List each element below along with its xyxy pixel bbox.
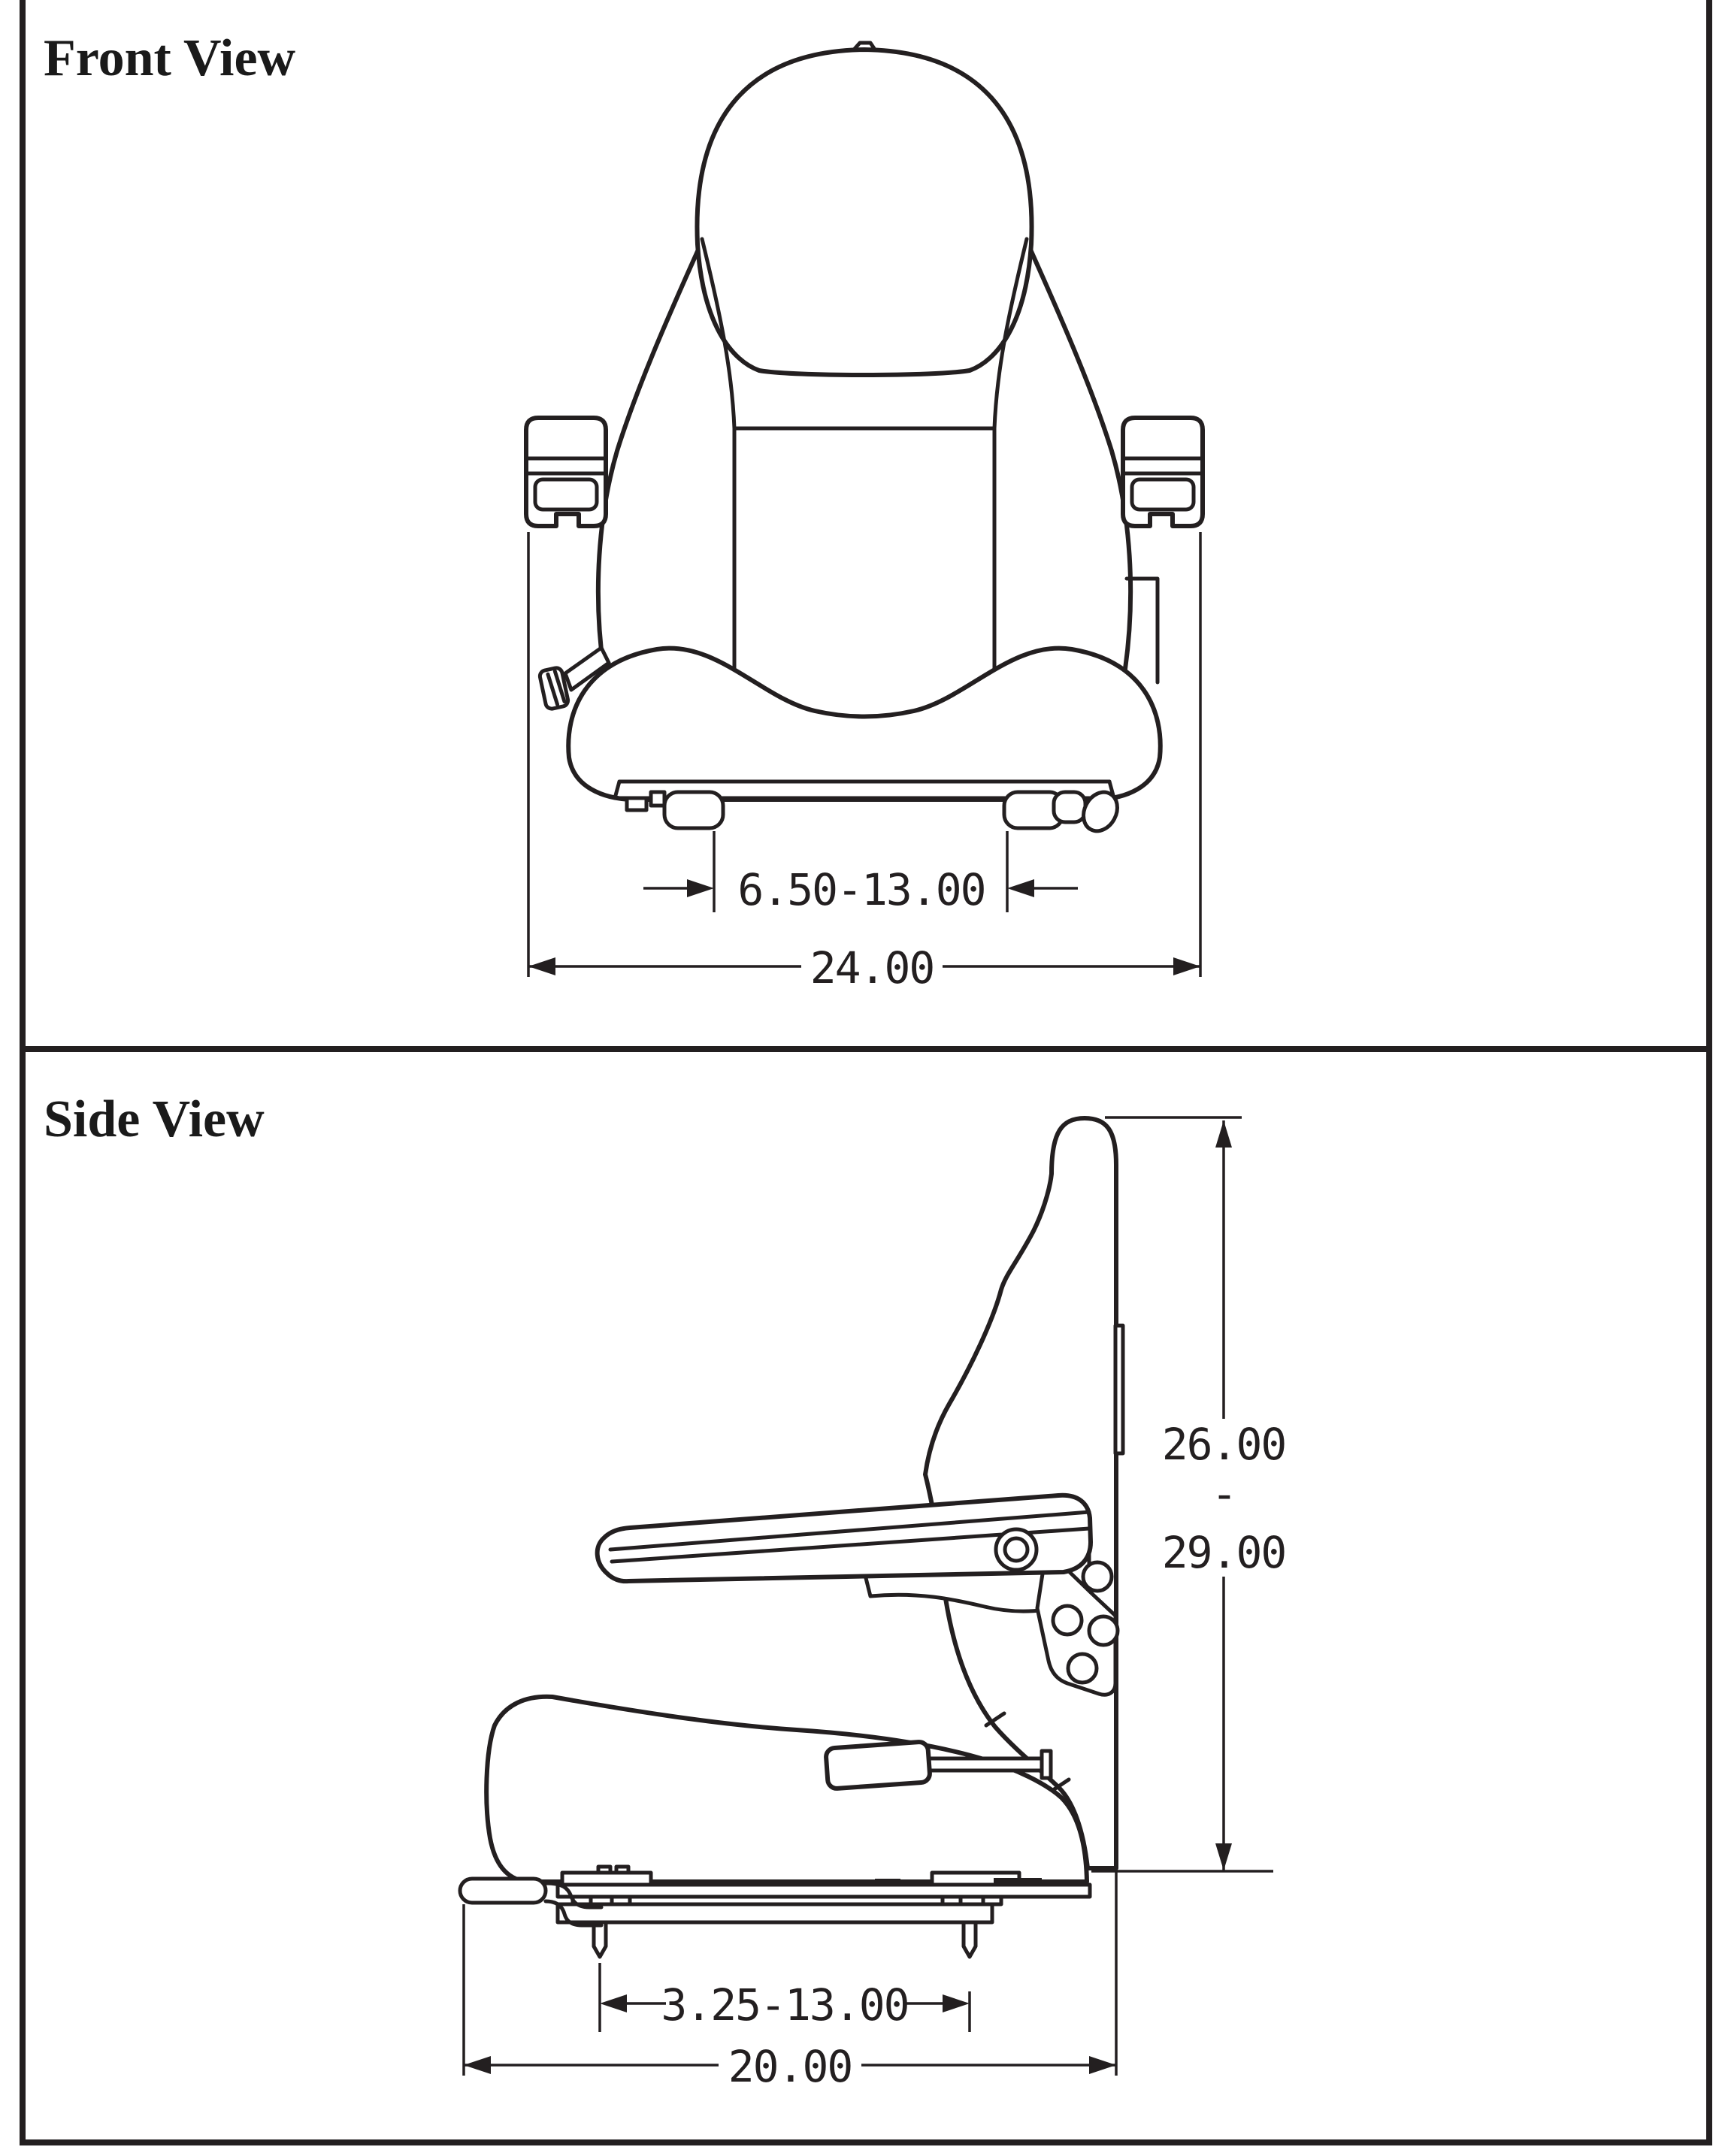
lever-bar xyxy=(925,1758,1045,1770)
armrest-right xyxy=(1123,418,1203,526)
front-slide-travel-label: 6.50-13.00 xyxy=(737,864,985,915)
foot-left xyxy=(664,792,723,828)
rail-dark-tab xyxy=(994,1878,1042,1885)
arrowhead-up-icon xyxy=(1215,1120,1232,1148)
arrowhead-right-icon xyxy=(943,1994,970,2012)
rail-dark-tab xyxy=(875,1879,900,1885)
rail-lower-bar xyxy=(558,1904,992,1922)
side-slide-travel-label: 3.25-13.00 xyxy=(661,1979,909,2031)
side-view-title: Side View xyxy=(44,1090,265,1148)
arrowhead-left-icon xyxy=(600,1994,627,2012)
side-overall-depth-label: 20.00 xyxy=(728,2041,852,2092)
arrowhead-right-icon xyxy=(1089,2056,1116,2074)
headrest xyxy=(697,50,1031,375)
arrowhead-down-icon xyxy=(1215,1843,1232,1870)
mounting-stud xyxy=(594,1922,606,1957)
armrest-left xyxy=(526,418,606,526)
lever-bar-end xyxy=(1042,1751,1051,1778)
side-dim-slide-travel xyxy=(600,1963,970,2032)
back-panel-strip xyxy=(1115,1326,1123,1453)
rail-upper-band xyxy=(558,1885,1090,1897)
front-view-panel xyxy=(44,29,1203,993)
side-height-min-label: 26.00 xyxy=(1161,1419,1286,1470)
bolt-hole xyxy=(1083,1562,1112,1591)
front-release-lever xyxy=(460,1879,546,1903)
arrowhead-left-icon xyxy=(1007,879,1034,897)
armrest-side xyxy=(598,1495,1091,1581)
front-dim-slide-travel xyxy=(643,831,1078,915)
arrowhead-right-icon xyxy=(1173,957,1200,975)
front-view-title: Front View xyxy=(44,29,296,87)
arrowhead-left-icon xyxy=(528,957,555,975)
bolt-hole xyxy=(1068,1654,1097,1683)
front-overall-width-label: 24.00 xyxy=(810,942,934,993)
arrowhead-right-icon xyxy=(687,879,714,897)
foot-right-lobe xyxy=(1054,792,1085,822)
mounting-stud xyxy=(964,1922,976,1957)
side-seat-drawing xyxy=(460,1118,1123,1957)
arrowhead-left-icon xyxy=(464,2056,491,2074)
lever-knob xyxy=(825,1741,930,1789)
side-view-panel xyxy=(44,1090,1285,2092)
rail-tab xyxy=(627,798,646,810)
side-height-max-label: 29.00 xyxy=(1161,1527,1286,1578)
armrest-pivot xyxy=(996,1529,1037,1570)
front-seat-drawing xyxy=(526,43,1203,837)
foot-left-step xyxy=(651,792,664,806)
side-height-separator: - xyxy=(1211,1468,1236,1519)
bolt-hole xyxy=(1053,1606,1082,1634)
bolt-hole xyxy=(1089,1616,1118,1645)
side-dim-height xyxy=(1091,1117,1285,1871)
